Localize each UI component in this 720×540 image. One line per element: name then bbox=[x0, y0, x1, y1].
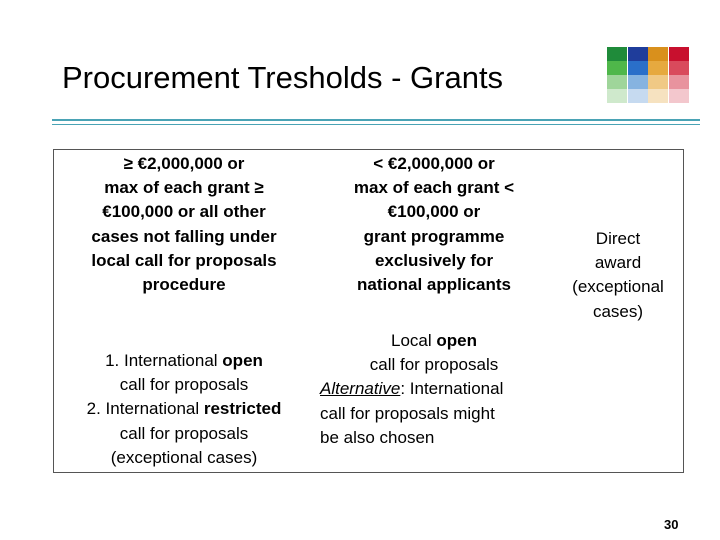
text-line: national applicants bbox=[357, 275, 511, 295]
bold-text: open bbox=[222, 351, 263, 370]
text-line: < €2,000,000 or bbox=[373, 154, 495, 173]
logo-square bbox=[607, 47, 627, 61]
logo-square bbox=[648, 61, 668, 75]
logo-square bbox=[607, 61, 627, 75]
title-divider-thick bbox=[52, 119, 700, 121]
logo-square bbox=[648, 47, 668, 61]
slide-title: Procurement Tresholds - Grants bbox=[62, 60, 504, 95]
text-span: : International bbox=[400, 379, 504, 399]
text-line: grant programme bbox=[363, 226, 505, 246]
local-procedure-cell bbox=[318, 329, 550, 450]
text-line: €100,000 or all other bbox=[102, 202, 266, 222]
text-line: max of each grant < bbox=[353, 178, 515, 198]
title-divider-thin bbox=[52, 124, 700, 125]
logo-square bbox=[669, 75, 689, 89]
text-line bbox=[318, 329, 550, 353]
logo-square bbox=[607, 75, 627, 89]
bold-text: open bbox=[436, 331, 477, 350]
text-line: call for proposals bbox=[369, 355, 499, 375]
logo-square bbox=[628, 61, 648, 75]
logo-square bbox=[648, 75, 668, 89]
text-line: call for proposals bbox=[119, 423, 249, 443]
alternative-label: Alternative bbox=[320, 379, 401, 399]
text-line: call for proposals might bbox=[320, 403, 495, 423]
direct-award-cell bbox=[554, 227, 682, 324]
text-line: cases not falling under bbox=[91, 226, 277, 246]
text-line: max of each grant ≥ bbox=[104, 178, 264, 198]
threshold-table bbox=[53, 149, 684, 473]
text-span: 1. International bbox=[105, 351, 223, 370]
international-procedure-cell bbox=[59, 349, 309, 470]
logo-square bbox=[648, 89, 668, 103]
text-line: call for proposals bbox=[119, 375, 249, 395]
text-line: award bbox=[594, 253, 642, 273]
text-span: Local bbox=[391, 331, 437, 350]
logo-square bbox=[669, 89, 689, 103]
text-line bbox=[59, 349, 309, 373]
text-line: exclusively for bbox=[374, 250, 494, 270]
text-line: €100,000 or bbox=[387, 202, 481, 222]
logo-square bbox=[628, 89, 648, 103]
threshold-low-cell bbox=[322, 152, 546, 297]
text-line: Direct bbox=[595, 229, 641, 248]
text-line bbox=[59, 397, 309, 421]
logo-square bbox=[628, 47, 648, 61]
text-line: cases) bbox=[592, 301, 644, 321]
bold-text: restricted bbox=[203, 399, 282, 419]
page-number: 30 bbox=[664, 517, 679, 532]
logo-square bbox=[669, 61, 689, 75]
text-line: (exceptional bbox=[572, 277, 664, 297]
logo-square bbox=[628, 75, 648, 89]
text-line: local call for proposals bbox=[91, 250, 277, 270]
text-line: procedure bbox=[142, 275, 226, 295]
text-line: (exceptional cases) bbox=[110, 447, 258, 467]
text-line: be also chosen bbox=[320, 427, 435, 447]
text-line bbox=[318, 377, 550, 401]
text-line: ≥ €2,000,000 or bbox=[123, 154, 245, 173]
logo-square bbox=[669, 47, 689, 61]
text-span: 2. International bbox=[86, 399, 204, 419]
threshold-high-cell bbox=[69, 152, 299, 297]
color-grid-logo bbox=[607, 47, 689, 103]
logo-square bbox=[607, 89, 627, 103]
